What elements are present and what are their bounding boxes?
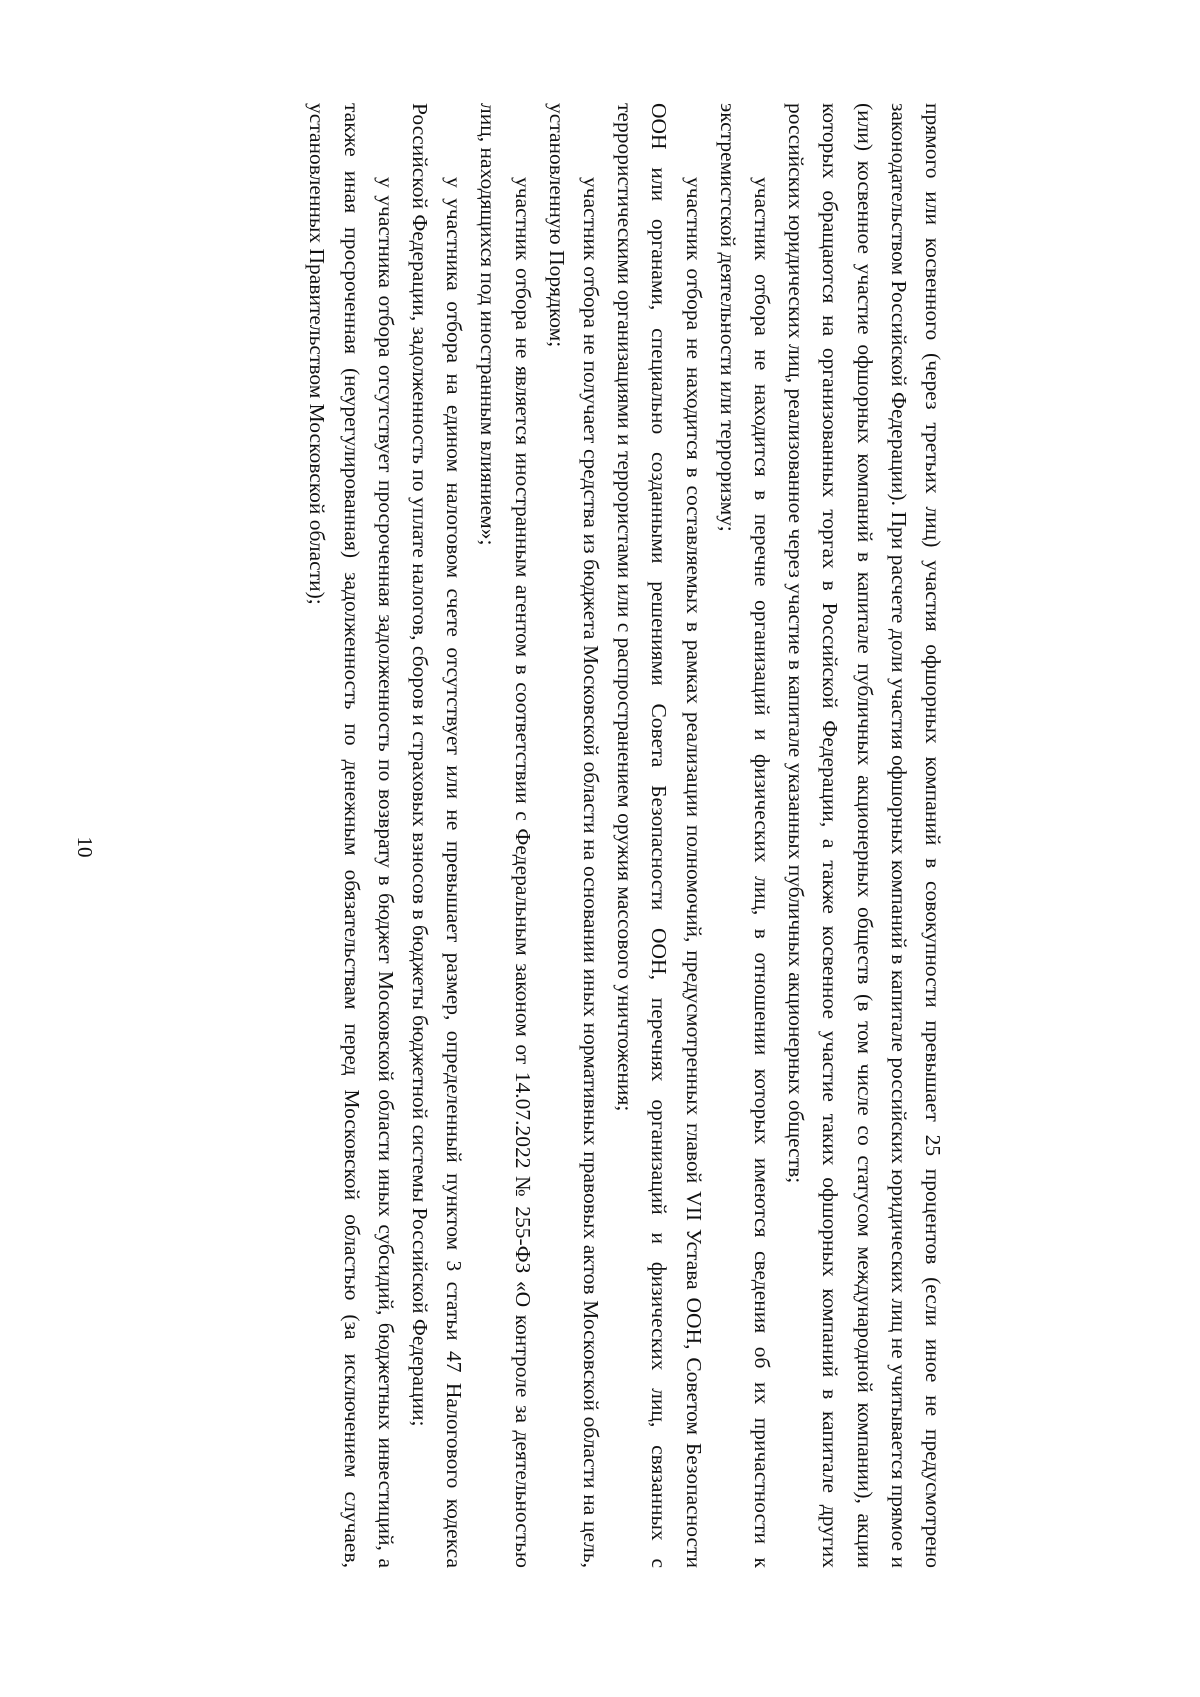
paragraph-overdue-debt: у участника отбора отсутствует просроченная задолженность по возврату в бюджет Московской области иных субсидий, бюджетных инвестиций, а также иная просроченная (неурегулированная) задолженность по денежным обязательствам перед Московской областью (за исключением случаев, установленных Правительством Московской области);	[305, 103, 398, 1568]
paragraph-tax-debt: у участника отбора на едином налоговом счете отсутствует или не превышает размер, определенный пунктом 3 статьи 47 Налогового кодекса Российской Федерации, задолженность по уплате налогов, сборов и страховых взносов в бюджеты бюджетной системы Российской Федерации;	[407, 103, 467, 1568]
paragraph-offshore-participation: прямого или косвенного (через третьих лиц) участия офшорных компаний в совокупности превышает 25 процентов (если иное не предусмотрено законодательством Российской Федерации). При расчете доли участия офшорных компаний в капитале российских юридических лиц не учитывается прямое и (или) косвенное участие офшорных компаний в капитале публичных акционерных обществ (в том числе со статусом международной компании), акции которых обращаются на организованных торгах в Российской Федерации, а также косвенное участие таких офшорных компаний в капитале других российских юридических лиц, реализованное через участие в капитале указанных публичных акционерных обществ;	[784, 103, 945, 1568]
paragraph-un-sanctions-list: участник отбора не находится в составляемых в рамках реализации полномочий, предусмотренных главой VII Устава ООН, Советом Безопасности ООН или органами, специально созданными решениями Совета Безопасности ООН, перечнях организаций и физических лиц, связанных с террористическими организациями и террористами или с распространением оружия массового уничтожения;	[613, 103, 706, 1568]
paragraph-extremism-list: участник отбора не находится в перечне организаций и физических лиц, в отношении которых имеются сведения об их причастности к экстремистской деятельности или терроризму;	[715, 103, 774, 1568]
document-body	[105, 103, 950, 1568]
paragraph-no-other-funding: участник отбора не получает средства из бюджета Московской области на основании иных нормативных правовых актов Московской области на цель, установленную Порядком;	[544, 103, 603, 1568]
page-number: 10	[73, 836, 97, 858]
paragraph-foreign-agent: участник отбора не является иностранным агентом в соответствии с Федеральным законом от 14.07.2022 № 255-ФЗ «О контроле за деятельностью лиц, находящихся под иностранным влиянием»;	[476, 103, 535, 1568]
